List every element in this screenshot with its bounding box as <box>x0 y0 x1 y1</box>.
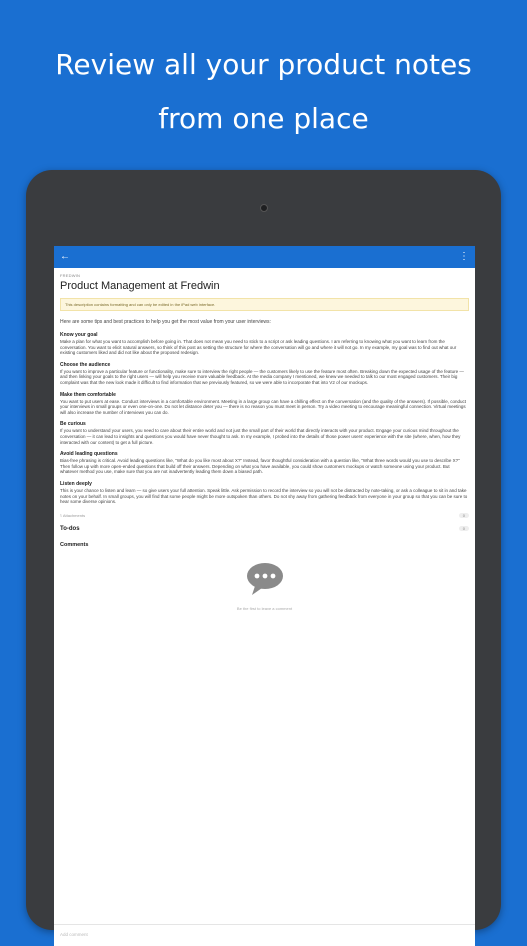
arrow-back-icon[interactable]: ← <box>60 251 70 262</box>
app-bar <box>54 246 475 268</box>
section-title: Make them comfortable <box>60 391 116 398</box>
section-know-your-goal <box>60 332 469 356</box>
section-title: Avoid leading questions <box>60 451 118 458</box>
marketing-headline <box>0 38 527 146</box>
section-title: Listen deeply <box>60 480 92 487</box>
add-comment-input[interactable]: Add comment <box>54 924 475 946</box>
section-body: If you want to understand your users, you need to care about their entire world and not just the small part of their world that directly interacts with your product. Engage your curious mind throughout the conversation — it can lead to insights and questions you would have never thought to ask. In my example, I probed into the details of those power users' experience with the site (where, when, how they interacted with our content) to get a full picture. <box>60 428 461 445</box>
section-title: Choose the audience <box>60 361 111 368</box>
formatting-notice: This description contains formatting and can only be edited in the iPad web interface. <box>60 298 469 311</box>
attachments-row[interactable] <box>60 511 469 520</box>
page-title: Product Management at Fredwin <box>60 280 220 292</box>
tablet-frame <box>26 170 501 937</box>
comments-empty-state <box>60 562 469 611</box>
breadcrumb[interactable]: FREDWIN <box>60 273 81 278</box>
section-body: If you want to improve a particular feature or functionality, make sure to interview the right people — the customers likely to use the feature most often. Breaking down the expected usage of the feature — and then linking your goals to the right users — will help you receive more valuable feedback. At the media company I mentioned, we knew we needed to talk to our most engaged customers. Their big complaint was that the new look made it difficult to find information that we previously featured, so we were able to incorporate that into V2 of our mockups. <box>60 368 464 385</box>
todos-count-badge: 0 <box>459 526 469 531</box>
headline-line-2: from one place <box>158 102 369 135</box>
section-avoid-leading-questions <box>60 451 469 475</box>
app-screen <box>54 246 475 946</box>
attachments-count-badge: 0 <box>459 513 469 518</box>
section-body: Make a plan for what you want to accomplish before going in. That does not mean you need to stick to a script or ask leading questions. I am referring to knowing what you want to learn from the conversation. You want to elicit natural answers, so think of this post as setting the structure for where the conversation will go and where it will not go. In my example, my goal was to find out what our existing customers liked and did not like about the proposed redesign. <box>60 339 457 356</box>
section-body: This is your chance to listen and learn — so give users your full attention. Speak little. Ask permission to record the interview so you will not be distracted by note-taking, or ask a colleague to sit in and take notes on your behalf. In small groups, you will find that some people might be more outspoken than others. Do not shy away from gathering feedback from everyone in your group so that you can be sure to hear some diverse opinions. <box>60 487 468 505</box>
comments-heading: Comments <box>60 541 89 548</box>
comments-empty-text: Be the first to leave a comment <box>236 605 293 611</box>
attachments-label-group <box>60 513 85 518</box>
headline-line-1: Review all your product notes <box>55 48 472 81</box>
section-body: You want to put users at ease. Conduct interviews in a comfortable environment. Meeting in a large group can have a chilling effect on the conversation (and the quality of the answers). If possible, conduct your interviews in small groups or even one-on-one. Do not let distance deter you — there is no reason you must meet in person. Try a video meeting to encourage meaningful connection. Virtual meetings will also increase the number of interviews you can do. <box>60 398 466 415</box>
page-content <box>54 268 475 611</box>
section-be-curious <box>60 421 469 445</box>
paperclip-icon: ⌇ <box>60 512 62 518</box>
section-make-them-comfortable <box>60 392 469 416</box>
speech-bubble-icon <box>246 562 284 596</box>
section-title: Know your goal <box>60 332 98 338</box>
section-choose-the-audience <box>60 362 469 386</box>
intro-text: Here are some tips and best practices to help you get the most value from your user interviews: <box>60 319 271 325</box>
todos-heading: To-dos <box>60 525 80 532</box>
section-body: Bias-free phrasing is critical. Avoid leading questions like, "What do you like most about X?" Instead, favor thoughtful consideration with a question like, "What three words would you use to describe X?" Then follow up with more open-ended questions that build off their answers. Depending on what you have available, you could show customers mockups or watch someone using your product. But whatever method you use, make sure that you are not inadvertently leading them down a biased path. <box>60 458 460 475</box>
attachments-label: Attachments <box>62 512 86 518</box>
more-vert-icon[interactable]: ⋮ <box>459 251 469 262</box>
todos-row[interactable] <box>60 524 469 534</box>
section-listen-deeply <box>60 481 469 505</box>
camera-icon <box>260 204 268 212</box>
section-title: Be curious <box>60 421 86 428</box>
